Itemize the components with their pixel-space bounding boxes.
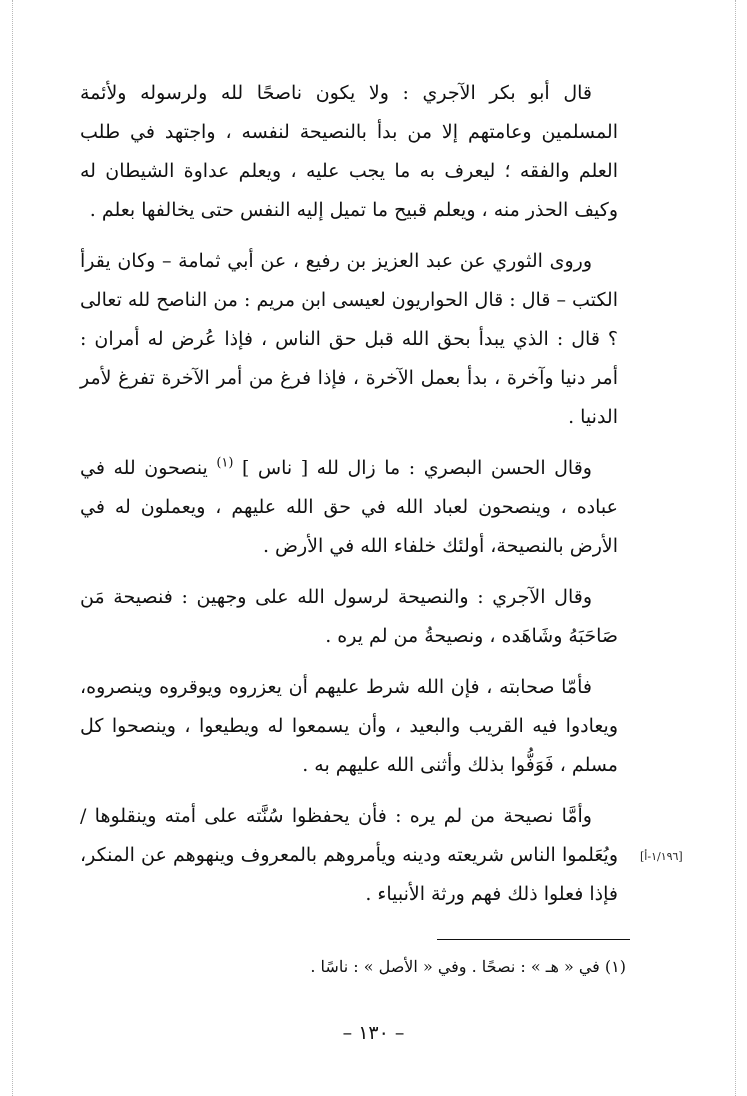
footnote-reference: (١) bbox=[216, 455, 234, 471]
left-scan-edge bbox=[12, 0, 13, 1096]
paragraph-4: وقال الآجري : والنصيحة لرسول الله على وجهين : فنصيحة مَن صَاحَبَهُ وشَاهَده ، ونصيحةُ من لم يره . bbox=[80, 586, 618, 647]
paragraph-3-before: وقال الحسن البصري : ما زال لله [ ناس ] bbox=[241, 457, 592, 479]
paragraph-1: قال أبو بكر الآجري : ولا يكون ناصحًا لله ولرسوله ولأئمة المسلمين وعامتهم إلا من بدأ بالنصيحة لنفسه ، واجتهد في طلب العلم والفقه ؛ ليعرف به ما يجب عليه ، ويعلم عداوة الشيطان له وكيف الحذر منه ، ويعلم قبيح ما تميل إليه النفس حتى يخالفها بعلم . bbox=[80, 82, 618, 221]
manuscript-folio-note: [١/١٩٦-أ] bbox=[640, 850, 683, 863]
page-number: – ١٣٠ – bbox=[342, 1022, 405, 1044]
paragraph-6: وأمَّا نصيحة من لم يره : فأن يحفظوا سُنَّته على أمته وينقلوها /ويُعَلموا الناس شريعته ودينه ويأمروهم بالمعروف وينهوهم عن المنكر، فإذا فعلوا ذلك فهم ورثة الأنبياء . bbox=[80, 805, 618, 905]
body-text bbox=[80, 74, 618, 914]
paragraph-2: وروى الثوري عن عبد العزيز بن رفيع ، عن أبي ثمامة – وكان يقرأ الكتب – قال : قال الحواريون لعيسى ابن مريم : من الناصح لله تعالى ؟ قال : الذي يبدأ بحق الله قبل حق الناس ، فإذا عُرض له أمران : أمر دنيا وآخرة ، بدأ بعمل الآخرة ، فإذا فرغ من أمر الآخرة تفرغ لأمر الدنيا . bbox=[80, 250, 618, 428]
right-scan-edge bbox=[735, 0, 736, 1096]
paragraph-3 bbox=[80, 449, 618, 566]
footnote-separator bbox=[437, 939, 630, 940]
paragraph-3-after: ينصحون لله في عباده ، وينصحون لعباد الله في حق الله عليهم ، ويعملون له في الأرض بالنصيحة، أولئك خلفاء الله في الأرض . bbox=[80, 457, 618, 557]
paragraph-5: فأمّا صحابته ، فإن الله شرط عليهم أن يعزروه ويوقروه وينصروه، ويعادوا فيه القريب والبعيد ، وأن يسمعوا له ويطيعوا ، وينصحوا كل مسلم ، فَوَفُّوا بذلك وأثنى الله عليهم به . bbox=[80, 676, 618, 776]
footnote: (١) في « هـ » : نصحًا . وفي « الأصل » : ناسًا . bbox=[310, 957, 626, 976]
